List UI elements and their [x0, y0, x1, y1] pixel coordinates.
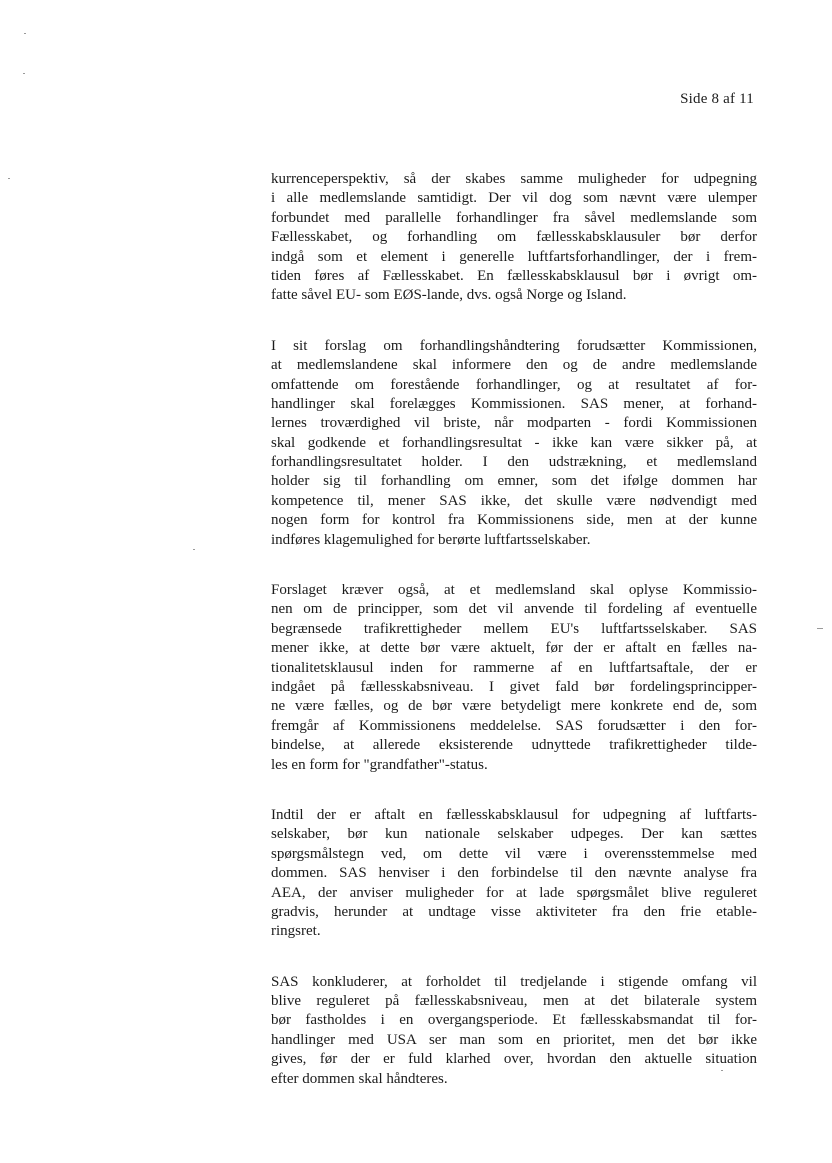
text-line: spørgsmålstegn ved, om dette vil være i overensstemmelse med — [271, 845, 757, 862]
scan-speck — [8, 178, 10, 179]
text-line: tiden føres af Fællesskabet. En fællesskabsklausul bør i øvrigt om- — [271, 267, 757, 284]
paragraph — [271, 806, 757, 942]
text-line: gradvis, herunder at undtage visse aktiviteter fra den frie etable- — [271, 903, 757, 920]
text-line: ringsret. — [271, 923, 321, 940]
text-line: fremgår af Kommissionens meddelelse. SAS forudsætter i den for- — [271, 717, 757, 734]
text-line: Fællesskabet, og forhandling om fællesskabsklausuler bør derfor — [271, 229, 757, 246]
scan-speck — [24, 33, 26, 34]
scan-speck — [817, 628, 823, 629]
paragraph — [271, 581, 757, 775]
text-line: nen om de principper, som det vil anvende til fordeling af eventuelle — [271, 601, 757, 618]
page-number: Side 8 af 11 — [680, 91, 754, 107]
text-line: selskaber, bør kun nationale selskaber udpeges. Der kan sættes — [271, 826, 757, 843]
paragraph — [271, 973, 757, 1089]
text-line: bindelse, at allerede eksisterende udnyttede trafikrettigheder tilde- — [271, 737, 757, 754]
paragraph — [271, 170, 757, 306]
text-line: i alle medlemslande samtidigt. Der vil dog som nævnt være ulemper — [271, 190, 757, 207]
text-line: mener ikke, at dette bør være aktuelt, før der er aftalt en fælles na- — [271, 640, 757, 657]
text-line: AEA, der anviser muligheder for at lade spørgsmålet blive reguleret — [271, 884, 757, 901]
document-body — [271, 170, 757, 1120]
text-line: handlinger med USA ser man som en prioritet, men det bør ikke — [271, 1031, 757, 1048]
text-line: holder sig til forhandling om emner, som det ifølge dommen har — [271, 473, 757, 490]
text-line: fatte såvel EU- som EØS-lande, dvs. også Norge og Island. — [271, 287, 627, 304]
text-line: omfattende om forestående forhandlinger, og at resultatet af for- — [271, 376, 757, 393]
scan-speck — [23, 73, 25, 74]
text-line: kompetence til, mener SAS ikke, det skulle være nødvendigt med — [271, 492, 757, 509]
text-line: lernes troværdighed vil briste, når modparten - fordi Kommissionen — [271, 415, 757, 432]
text-line: forbundet med parallelle forhandlinger fra såvel medlemslande som — [271, 209, 757, 226]
text-line: dommen. SAS henviser i den forbindelse til den nævnte analyse fra — [271, 865, 757, 882]
text-line: efter dommen skal håndteres. — [271, 1070, 448, 1087]
text-line: SAS konkluderer, at forholdet til tredjelande i stigende omfang vil — [271, 973, 757, 990]
text-line: bør fastholdes i en overgangsperiode. Et fællesskabsmandat til for- — [271, 1012, 757, 1029]
text-line: begrænsede trafikrettigheder mellem EU's luftfartsselskaber. SAS — [271, 620, 757, 637]
paragraph — [271, 337, 757, 550]
text-line: blive reguleret på fællesskabsniveau, men at det bilaterale system — [271, 993, 757, 1010]
text-line: gives, før der er fuld klarhed over, hvordan den aktuelle situation — [271, 1051, 757, 1068]
scan-speck — [193, 549, 195, 550]
text-line: Forslaget kræver også, at et medlemsland skal oplyse Kommissio- — [271, 582, 757, 599]
text-line: indføres klagemulighed for berørte luftfartsselskaber. — [271, 531, 591, 548]
text-line: les en form for "grandfather"-status. — [271, 756, 488, 773]
text-line: at medlemslandene skal informere den og de andre medlemslande — [271, 357, 757, 374]
text-line: indgået på fællesskabsniveau. I givet fald bør fordelingsprincipper- — [271, 678, 757, 695]
text-line: nogen form for kontrol fra Kommissionens side, men at der kunne — [271, 512, 757, 529]
text-line: forhandlingsresultatet holder. I den udstrækning, et medlemsland — [271, 454, 757, 471]
text-line: kurrenceperspektiv, så der skabes samme muligheder for udpegning — [271, 171, 757, 187]
text-line: I sit forslag om forhandlingshåndtering forudsætter Kommissionen, — [271, 337, 757, 354]
text-line: indgå som et element i generelle luftfartsforhandlinger, der i frem- — [271, 248, 757, 265]
text-line: skal godkende et forhandlingsresultat - ikke kan være sikker på, at — [271, 434, 757, 451]
text-line: handlinger skal forelægges Kommissionen. SAS mener, at forhand- — [271, 395, 757, 412]
text-line: tionalitetsklausul inden for rammerne af en luftfartsaftale, der er — [271, 659, 757, 676]
text-line: ne være fælles, og de bør være betydeligt mere konkrete end de, som — [271, 698, 757, 715]
text-line: Indtil der er aftalt en fællesskabsklausul for udpegning af luftfarts- — [271, 806, 757, 823]
